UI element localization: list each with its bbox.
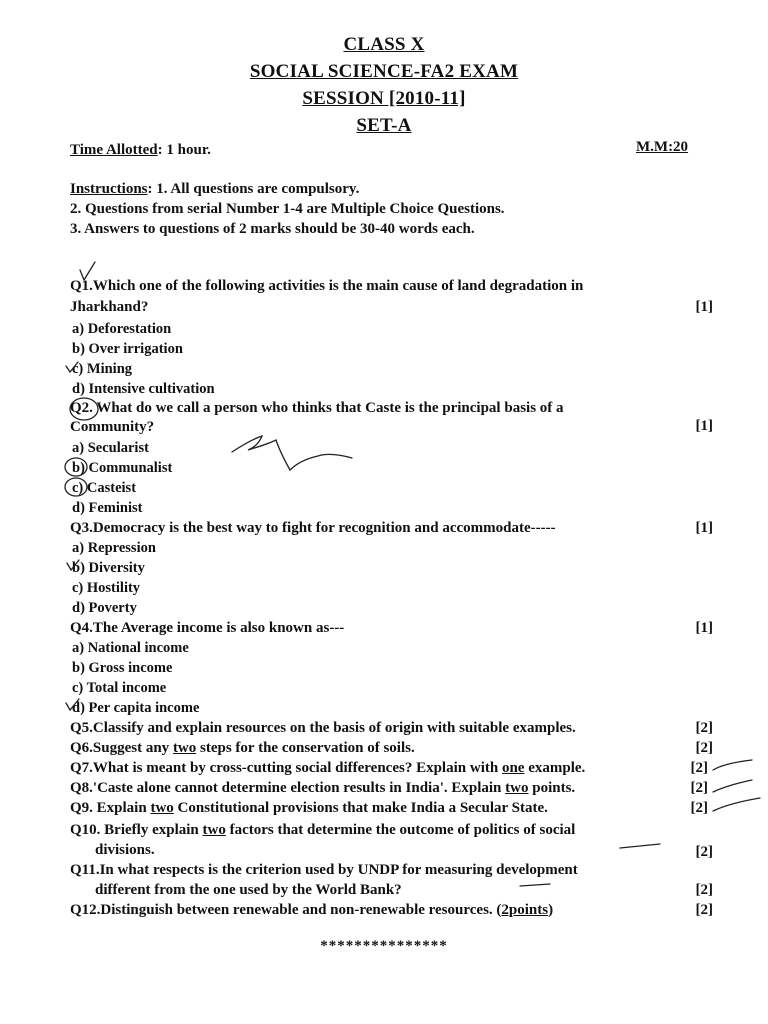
q6-pre: Q6.Suggest any — [70, 740, 173, 756]
question-10-marks: [2] — [695, 844, 713, 860]
q9-pre: Q9. Explain — [70, 800, 151, 816]
instruction-1-text: : 1. All questions are compulsory. — [147, 181, 360, 197]
instruction-3: 3. Answers to questions of 2 marks should be 30-40 words each. — [70, 221, 475, 237]
question-5-text: Q5.Classify and explain resources on the basis of origin with suitable examples. — [70, 720, 576, 736]
exam-title: SOCIAL SCIENCE-FA2 EXAM — [249, 61, 519, 82]
question-3-marks: [1] — [695, 520, 713, 536]
q8-pre: Q8.'Caste alone cannot determine election results in India'. Explain — [70, 780, 506, 796]
question-10-text — [70, 822, 575, 839]
q2-option-b: b) Communalist — [72, 460, 173, 476]
q12-pre: Q12.Distinguish between renewable and non-renewable resources. ( — [70, 902, 502, 918]
q12-post: ) — [548, 902, 554, 918]
q8-post: points. — [528, 780, 576, 796]
q3-option-d: d) Poverty — [72, 600, 137, 616]
q1-option-c: c) Mining — [72, 361, 133, 377]
q1-option-d: d) Intensive cultivation — [72, 381, 215, 397]
q7-margin-mark — [713, 760, 752, 770]
question-2-text-cont: Community? — [70, 419, 155, 435]
question-2-text: Q2. What do we call a person who thinks that Caste is the principal basis of a — [70, 400, 564, 416]
q10-post: factors that determine the outcome of politics of social — [225, 822, 576, 838]
question-9-marks: [2] — [690, 800, 708, 816]
q9-emphasis: two — [150, 800, 174, 816]
question-1-marks: [1] — [695, 299, 713, 315]
q12-emphasis: 2points — [501, 902, 549, 918]
question-8-text — [70, 780, 575, 797]
q9-margin-mark — [713, 798, 760, 811]
q3-option-a: a) Repression — [72, 540, 156, 556]
question-5-marks: [2] — [695, 720, 713, 736]
question-6-marks: [2] — [695, 740, 713, 756]
instruction-1 — [70, 181, 359, 198]
question-11-text-cont: different from the one used by the World Bank? — [95, 882, 402, 898]
question-10-text-cont: divisions. — [95, 842, 155, 858]
q10-margin-mark — [620, 844, 660, 848]
question-4-text: Q4.The Average income is also known as--- — [70, 620, 345, 636]
end-stars: *************** — [320, 938, 448, 954]
q4-option-d: d) Per capita income — [72, 700, 200, 716]
class-title: CLASS X — [343, 34, 425, 55]
question-11-marks: [2] — [695, 882, 713, 898]
q11-margin-mark — [520, 884, 550, 886]
q4-option-b: b) Gross income — [72, 660, 173, 676]
q6-post: steps for the conservation of soils. — [196, 740, 415, 756]
instruction-2: 2. Questions from serial Number 1-4 are Multiple Choice Questions. — [70, 201, 505, 217]
q10-pre: Q10. Briefly explain — [70, 822, 203, 838]
q8-emphasis: two — [505, 780, 529, 796]
question-4-marks: [1] — [695, 620, 713, 636]
q2-option-c: c) Casteist — [72, 480, 137, 496]
question-8-marks: [2] — [690, 780, 708, 796]
question-6-text — [70, 740, 415, 757]
q8-margin-mark — [713, 780, 752, 792]
question-1-text: Q1.Which one of the following activities is the main cause of land degradation in — [70, 278, 584, 294]
question-2-marks: [1] — [695, 418, 713, 434]
q4-option-a: a) National income — [72, 640, 189, 656]
question-12-text — [70, 902, 553, 919]
question-1-text-cont: Jharkhand? — [70, 299, 149, 315]
time-allotted — [70, 142, 211, 159]
question-7-marks: [2] — [690, 760, 708, 776]
q3-option-b: b) Diversity — [72, 560, 145, 576]
q2-option-d: d) Feminist — [72, 500, 143, 516]
question-7-text — [70, 760, 585, 777]
q1-option-b: b) Over irrigation — [72, 341, 183, 357]
question-9-text — [70, 800, 548, 817]
q3-option-c: c) Hostility — [72, 580, 141, 596]
question-3-text: Q3.Democracy is the best way to fight for recognition and accommodate----- — [70, 520, 556, 536]
set-title: SET-A — [356, 115, 412, 136]
q10-emphasis: two — [202, 822, 226, 838]
time-value: : 1 hour. — [157, 142, 211, 158]
instructions-label: Instructions — [70, 181, 148, 197]
question-11-text: Q11.In what respects is the criterion used by UNDP for measuring development — [70, 862, 578, 878]
q2-option-a: a) Secularist — [72, 440, 149, 456]
signature-scribble — [232, 436, 352, 470]
max-marks: M.M:20 — [636, 139, 689, 155]
q4-option-c: c) Total income — [72, 680, 167, 696]
q6-emphasis: two — [172, 740, 197, 756]
q7-pre: Q7.What is meant by cross-cutting social differences? Explain with — [70, 760, 502, 776]
question-12-marks: [2] — [695, 902, 713, 918]
time-label: Time Allotted — [70, 142, 158, 158]
q7-emphasis: one — [501, 760, 525, 776]
session-title: SESSION [2010-11] — [302, 88, 466, 109]
q1-option-a: a) Deforestation — [72, 321, 172, 337]
q9-post: Constitutional provisions that make India a Secular State. — [173, 800, 548, 816]
q7-post: example. — [524, 760, 586, 776]
